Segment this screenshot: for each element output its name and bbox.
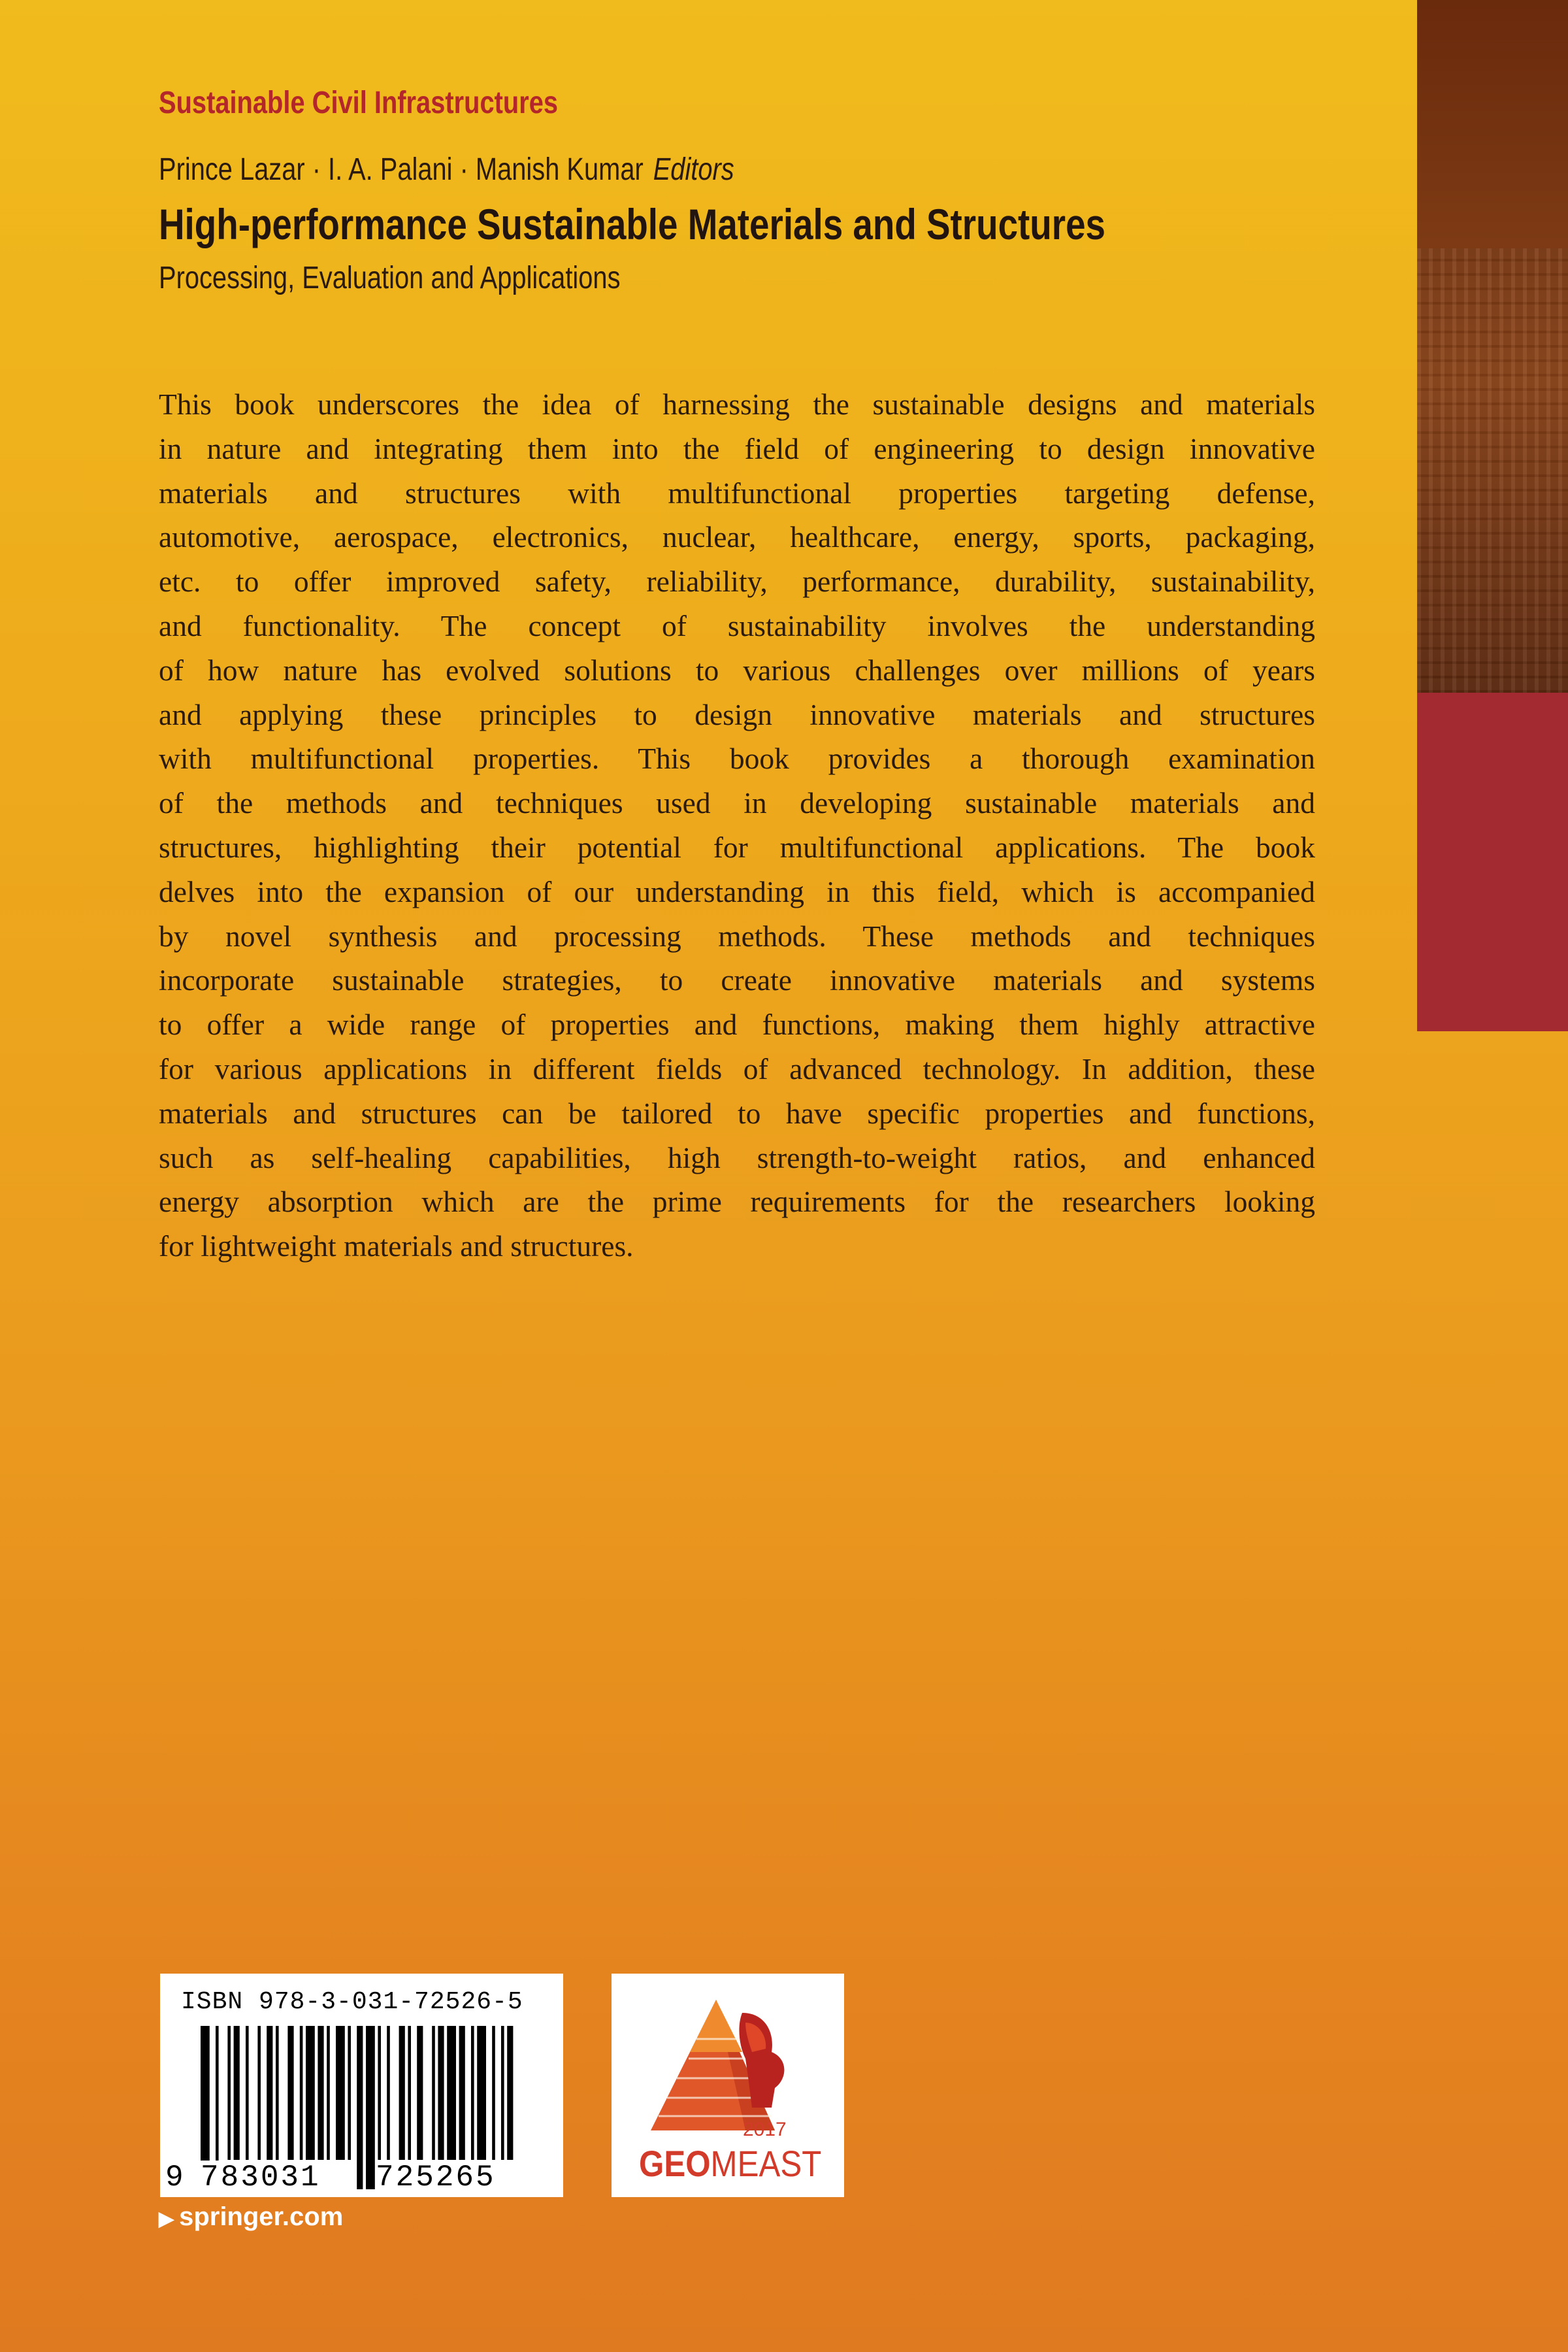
description-line: incorporate sustainable strategies, to create innovative materials and systems xyxy=(159,963,1315,997)
description-line: structures, highlighting their potential for multifunctional applications. The book xyxy=(159,830,1315,864)
publisher-link[interactable] xyxy=(159,2202,343,2232)
description-line: etc. to offer improved safety, reliability, performance, durability, sustainability, xyxy=(159,565,1315,599)
logo-meast-text: MEAST xyxy=(710,2143,822,2184)
description-line: in nature and integrating them into the field of engineering to design innovative xyxy=(159,431,1315,465)
spine-photo-band xyxy=(1417,0,1568,693)
description-line: automotive, aerospace, electronics, nuclear, healthcare, energy, sports, packaging, xyxy=(159,520,1315,554)
barcode-digits xyxy=(160,2161,563,2193)
series-name: Sustainable Civil Infrastructures xyxy=(159,86,559,120)
editor-names: Prince Lazar · I. A. Palani · Manish Kumar xyxy=(159,152,644,187)
editors-line xyxy=(159,152,734,188)
isbn-barcode-box xyxy=(160,1974,563,2197)
barcode-first-digit: 9 xyxy=(165,2161,184,2195)
description-line: such as self-healing capabilities, high strength-to-weight ratios, and enhanced xyxy=(159,1140,1315,1174)
description-line: for lightweight materials and structures. xyxy=(159,1229,634,1263)
play-arrow-icon: ▶ xyxy=(159,2208,174,2230)
description-line: materials and structures with multifunctional properties targeting defense, xyxy=(159,476,1315,510)
description-line: and applying these principles to design innovative materials and structures xyxy=(159,697,1315,731)
description-line: of the methods and techniques used in developing sustainable materials and xyxy=(159,786,1315,820)
description-line: for various applications in different fields of advanced technology. In addition, these xyxy=(159,1052,1315,1085)
geomeast-logo xyxy=(612,1974,844,2197)
isbn-number: ISBN 978-3-031-72526-5 xyxy=(181,1988,523,2016)
description-line: and functionality. The concept of sustainability involves the understanding xyxy=(159,608,1315,642)
description-line: to offer a wide range of properties and functions, making them highly attractive xyxy=(159,1008,1315,1042)
description-line: This book underscores the idea of harnessing the sustainable designs and materials xyxy=(159,388,1315,421)
description-line: materials and structures can be tailored to have specific properties and functions, xyxy=(159,1096,1315,1130)
description-line: energy absorption which are the prime requirements for the researchers looking xyxy=(159,1185,1315,1219)
description-line: of how nature has evolved solutions to various challenges over millions of years xyxy=(159,653,1315,687)
barcode-left-digits: 783031 xyxy=(201,2161,321,2195)
editors-role: Editors xyxy=(653,152,734,187)
description-line: delves into the expansion of our understanding in this field, which is accompanied xyxy=(159,874,1315,908)
description-line: by novel synthesis and processing methods. These methods and techniques xyxy=(159,919,1315,953)
logo-year: 2017 xyxy=(743,2119,787,2140)
book-title: High-performance Sustainable Materials and Structures xyxy=(159,200,1105,248)
barcode-right-digits: 725265 xyxy=(376,2161,496,2195)
publisher-url: springer.com xyxy=(179,2202,344,2231)
book-subtitle: Processing, Evaluation and Applications xyxy=(159,261,621,295)
spine-red-band xyxy=(1417,693,1568,1031)
description-line: with multifunctional properties. This book provides a thorough examination xyxy=(159,742,1315,776)
logo-geo-text: GEO xyxy=(639,2143,711,2184)
logo-wordmark xyxy=(639,2142,821,2185)
book-description xyxy=(159,382,1315,1268)
spine-photo-texture xyxy=(1417,248,1568,693)
